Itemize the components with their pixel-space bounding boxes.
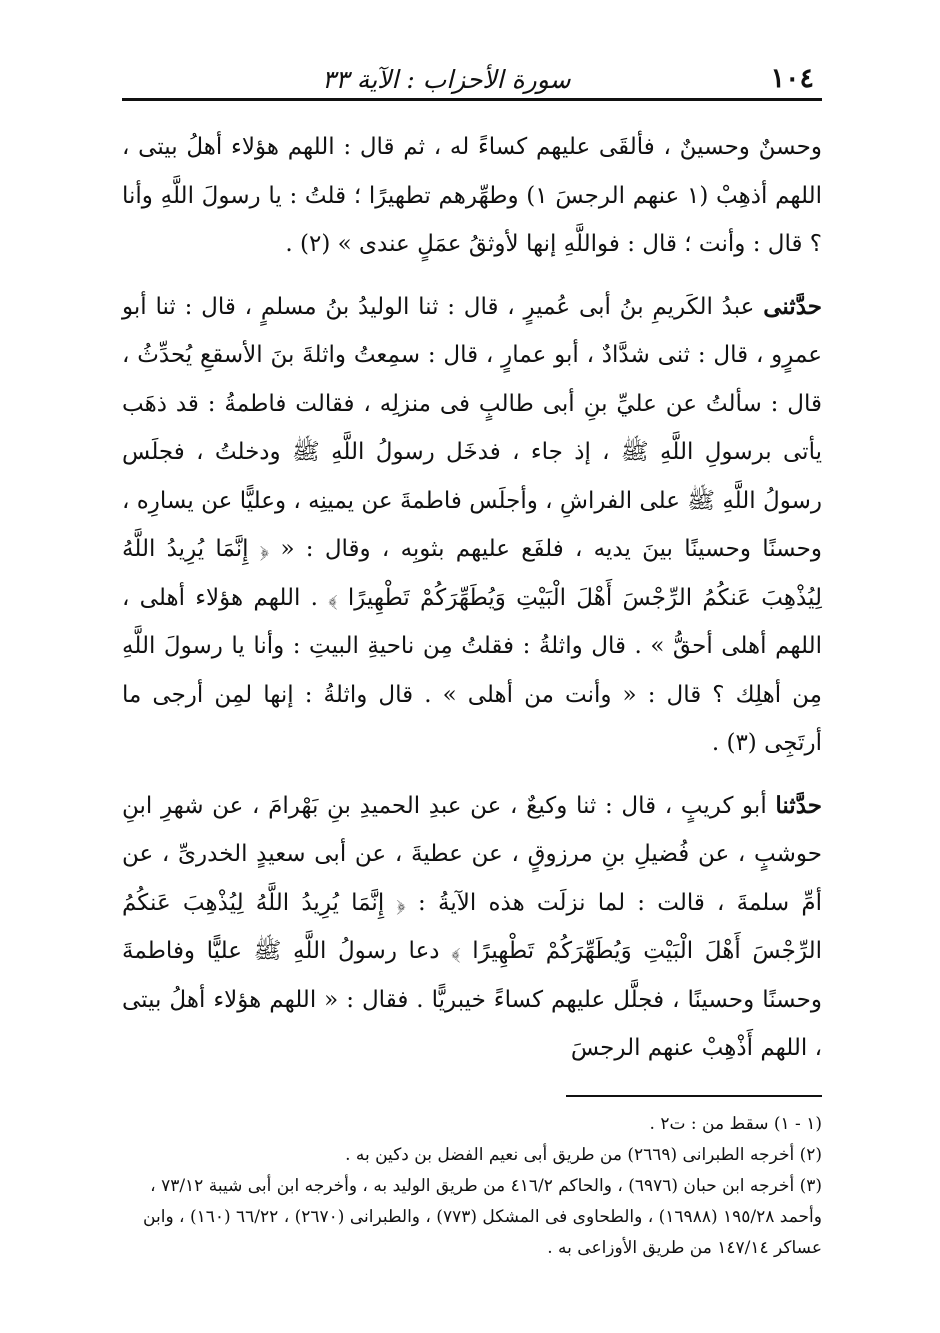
paragraph-text: وحسنٌ وحسينٌ ، فألقَى عليهم كساءً له ، ثم قال : اللهم هؤلاء أهلُ بيتى ، اللهم أذهِبْ (١ عنهم الرجسَ ١) وطهِّرهم تطهيرًا ؛ قلتُ : يا رسولَ اللَّهِ وأنا ؟ قال : وأنت ؛ قال : فواللَّهِ إنها لأوثقُ عمَلٍ عندى » (٢) . [122,134,823,257]
paragraph-2 [122,283,822,768]
main-text [122,123,822,1073]
footnotes [122,1109,822,1264]
footnote-1: (١ - ١) سقط من : ت٢ . [649,1113,822,1134]
paragraph-text: عبدُ الكَريمِ بنُ أبى عُميرٍ ، قال : ثنا الوليدُ بنُ مسلمٍ ، قال : ثنا أبو عمرٍو ، قال : ثنى شدَّادٌ ، أبو عمارٍ ، قال : سمِعتُ واثلةَ بنَ الأسقعِ يُحدِّثُ ، قال : سألتُ عن عليِّ بنِ أبى طالبٍ فى منزلِه ، فقالت فاطمةُ : قد ذهَب يأتى برسولِ اللَّهِ ﷺ ، إذ جاء ، فدخَل رسولُ اللَّهِ ﷺ ودخلتُ ، فجلَس رسولُ اللَّهِ ﷺ على الفراشِ ، وأجلَس فاطمةَ عن يمينِه ، وعليًّا عن يسارِه ، وحسنًا وحسينًا بينَ يديه ، فلفَع عليهم بثوبِه ، وقال : « ﴿ إِنَّمَا يُرِيدُ اللَّهُ لِيُذْهِبَ عَنكُمُ الرِّجْسَ أَهْلَ الْبَيْتِ وَيُطَهِّرَكُمْ تَطْهِيرًا ﴾ . اللهم هؤلاء أهلى ، اللهم أهلى أحقُّ » . قال واثلةُ : فقلتُ مِن ناحيةِ البيتِ : وأنا يا رسولَ اللَّهِ مِن أهلِك ؟ قال : « وأنت من أهلى » . قال واثلةُ : إنها لمِن أرجى ما أرتَجِى (٣) . [122,293,822,756]
running-title: سورة الأحزاب : الآية ٣٣ [322,65,571,94]
footnote-separator [566,1095,822,1097]
paragraph-3 [122,782,822,1073]
paragraph-1 [122,123,822,269]
paragraph-text: أبو كريبٍ ، قال : ثنا وكيعٌ ، عن عبدِ الحميدِ بنِ بَهْرامَ ، عن شهرِ ابنِ حوشبٍ ، عن فُضيلِ بنِ مرزوقٍ ، عن عطيةَ ، عن أبى سعيدٍ الخدرىِّ ، عن أمِّ سلمةَ ، قالت : لما نزلَت هذه الآيةُ : ﴿ إِنَّمَا يُرِيدُ اللَّهُ لِيُذْهِبَ عَنكُمُ الرِّجْسَ أَهْلَ الْبَيْتِ وَيُطَهِّرَكُمْ تَطْهِيرًا ﴾ دعا رسولُ اللَّهِ ﷺ عليًّا وفاطمةَ وحسنًا وحسينًا ، فجلَّل عليهم كساءً خيبريًّا . فقال : « اللهم هؤلاء أهلُ بيتى ، اللهم أَذْهِبْ عنهم الرجسَ [122,792,822,1061]
paragraph-lead: حدَّثنا [775,791,822,819]
footnote-2: (٢) أخرجه الطبرانى (٢٦٦٩) من طريق أبى نعيم الفضل بن دكين به . [345,1144,822,1165]
page-number: ١٠٤ [770,63,814,94]
page-header [122,44,822,101]
paragraph-lead: حدَّثنى [763,292,822,320]
footnote-3: (٣) أخرجه ابن حبان (٦٩٧٦) ، والحاكم ٤١٦/٢ من طريق الوليد به ، وأخرجه ابن أبى شيبة ٧٣/١٢ ، وأحمد ١٩٥/٢٨ (١٦٩٨٨) ، والطحاوى فى المشكل (٧٧٣) ، والطبرانى (٢٦٧٠) ، ٦٦/٢٢ (١٦٠) ، وابن عساكر ١٤٧/١٤ من طريق الأوزاعى به . [143,1175,822,1258]
